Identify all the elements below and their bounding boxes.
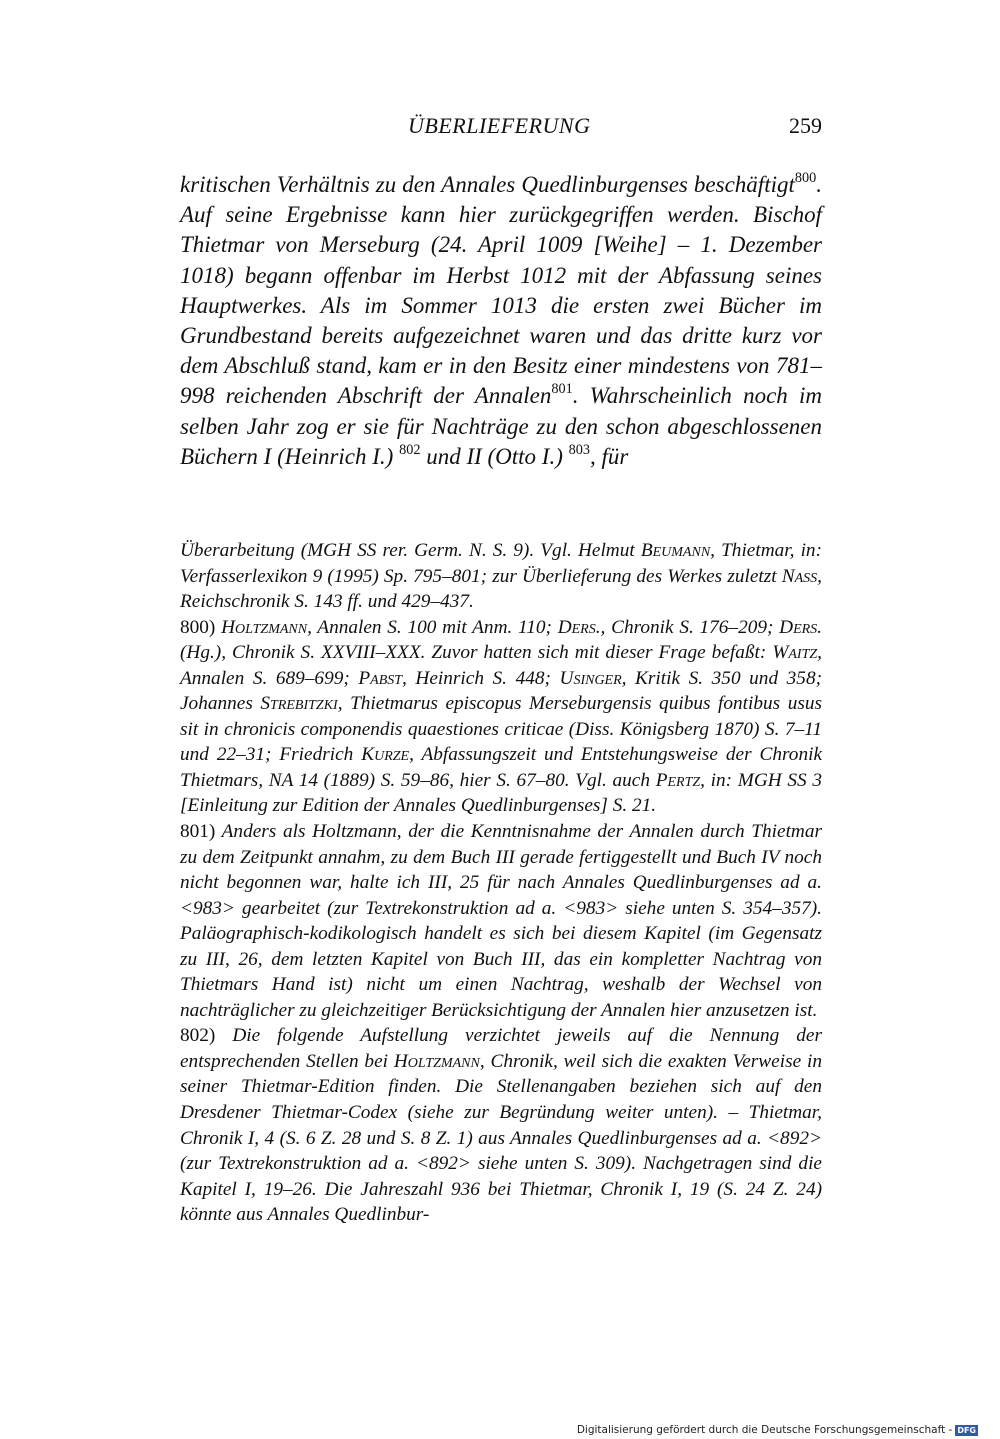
footnote-text: , Heinrich S. 448;	[402, 667, 560, 689]
author-name: Holtzmann	[221, 616, 308, 638]
dfg-logo: DFG	[957, 1425, 976, 1435]
body-text: , für	[590, 443, 629, 469]
footnote-text: , Reichschronik S. 143 ff. und 429–437.	[180, 565, 822, 613]
author-name: Nass	[781, 565, 818, 587]
footnote-text: , Thietmarus episcopus Merseburgensis quibus fontibus usus sit in chronicis componendis quaestiones criticae (Diss. Königsberg 1870) S. 7–11 und 22–31; Friedrich	[180, 693, 822, 766]
footnote-text: Die folgende Aufstellung verzichtet jeweils auf die Nennung der entsprechenden Stellen bei	[180, 1025, 822, 1072]
footnote-ref-800[interactable]: 800	[794, 170, 817, 187]
footnote-text: , Annalen S. 100 mit Anm. 110;	[307, 616, 558, 638]
footnote-text: , in: MGH SS 3 [Einleitung zur Edition der Annales Quedlinburgenses] S. 21.	[180, 769, 822, 817]
body-text: . Auf seine Ergebnisse kann hier zurückgegriffen werden. Bischof Thietmar von Merseburg (24. April 1009 [Weihe] – 1. Dezember 1018) begann offenbar im Herbst 1012 mit der Abfassung seines Hauptwerkes. Als im Sommer 1013 die ersten zwei Bücher im Grundbestand bereits aufgezeichnet waren und das dritte kurz vor dem Abschluß stand, kam er in den Besitz einer mindestens von 781–998 reichenden Abschrift der Annalen	[180, 172, 822, 409]
author-name: Holtzmann	[393, 1050, 480, 1072]
credit-text: Digitalisierung gefördert durch die Deutsche Forschungsgemeinschaft -	[576, 1424, 953, 1436]
footnote-802	[180, 1023, 822, 1227]
main-paragraph	[180, 170, 822, 472]
footnotes-section	[180, 538, 822, 1228]
author-name: Waitz	[772, 642, 818, 664]
author-name: Pertz	[655, 769, 701, 791]
footnote-text: Überarbeitung (MGH SS rer. Germ. N. S. 9). Vgl. Helmut	[180, 540, 641, 561]
running-title: ÜBERLIEFERUNG	[408, 113, 591, 138]
page-number: 259	[789, 113, 822, 138]
digitization-credit	[577, 1424, 978, 1436]
footnote-text: , Kritik S. 350 und 358; Johannes	[180, 667, 823, 715]
footnote-continuation	[180, 538, 822, 615]
footnote-text: Anders als Holtzmann, der die Kenntnisnahme der Annalen durch Thietmar zu dem Zeitpunkt annahm, zu dem Buch III gerade fertiggestellt und Buch IV noch nicht begonnen war, halte ich III, 25 für nach Annales Quedlinburgenses ad a. <983> gearbeitet (zur Textrekonstruktion ad a. <983> siehe unten S. 354–357). Paläographisch-kodikologisch handelt es sich bei diesem Kapitel (im Gegensatz zu III, 26, dem letzten Kapitel von Buch III, das ein kompletter Nachtrag von Thietmars Hand ist) nicht um einen Nachtrag, weshalb der Wechsel von nachträglicher zu gleichzeitiger Berücksichtigung der Annalen hier anzusetzen ist.	[180, 821, 822, 1021]
author-name: Pabst	[358, 667, 403, 689]
footnote-801	[180, 819, 822, 1023]
author-name: Kurze	[361, 744, 410, 766]
footnote-text: , Abfassungszeit und Entstehungsweise der Chronik Thietmars, NA 14 (1889) S. 59–86, hier S. 67–80. Vgl. auch	[180, 744, 823, 791]
author-name: Strebitzki	[260, 693, 338, 715]
footnote-number: 800)	[180, 616, 216, 638]
footnote-800	[180, 615, 822, 819]
body-text: . Wahrscheinlich noch im selben Jahr zog er sie für Nachträge zu den schon abgeschlossenen Büchern I (Heinrich I.)	[180, 383, 822, 469]
page-header	[180, 113, 822, 143]
body-text: kritischen Verhältnis zu den Annales Quedlinburgenses beschäftigt	[180, 172, 795, 197]
footnote-ref-802[interactable]: 802	[399, 441, 421, 458]
footnote-number: 802)	[180, 1025, 216, 1047]
author-name: Ders.	[557, 616, 601, 638]
footnote-text: , Chronik, weil sich die exakten Verweise in seiner Thietmar-Edition finden. Die Stellenangaben beziehen sich auf den Dresdener Thietmar-Codex (siehe zur Begründung weiter unten). – Thietmar, Chronik I, 4 (S. 6 Z. 28 und S. 8 Z. 1) aus Annales Quedlinburgenses ad a. <892> (zur Textrekonstruktion ad a. <892> siehe unten S. 309). Nachgetragen sind die Kapitel I, 19–26. Die Jahreszahl 936 bei Thietmar, Chronik I, 19 (S. 24 Z. 24) könnte aus Annales Quedlinbur-	[180, 1050, 822, 1226]
author-name: Usinger	[559, 667, 622, 689]
author-name: Ders.	[779, 616, 822, 638]
footnote-ref-803[interactable]: 803	[568, 441, 590, 458]
body-text: und II (Otto I.)	[420, 443, 563, 469]
footnote-number: 801)	[180, 821, 216, 843]
footnote-text: , Annalen S. 689–699;	[180, 642, 822, 689]
footnote-ref-801[interactable]: 801	[551, 381, 573, 398]
footnote-text: , Chronik S. 176–209;	[600, 616, 780, 638]
footnote-text: (Hg.), Chronik S. XXVIII–XXX. Zuvor hatten sich mit dieser Frage befaßt:	[180, 642, 773, 664]
footnote-text: , Thietmar, in: Verfasserlexikon 9 (1995) Sp. 795–801; zur Überlieferung des Werkes zuletzt	[180, 540, 822, 587]
author-name: Beumann	[640, 540, 711, 561]
